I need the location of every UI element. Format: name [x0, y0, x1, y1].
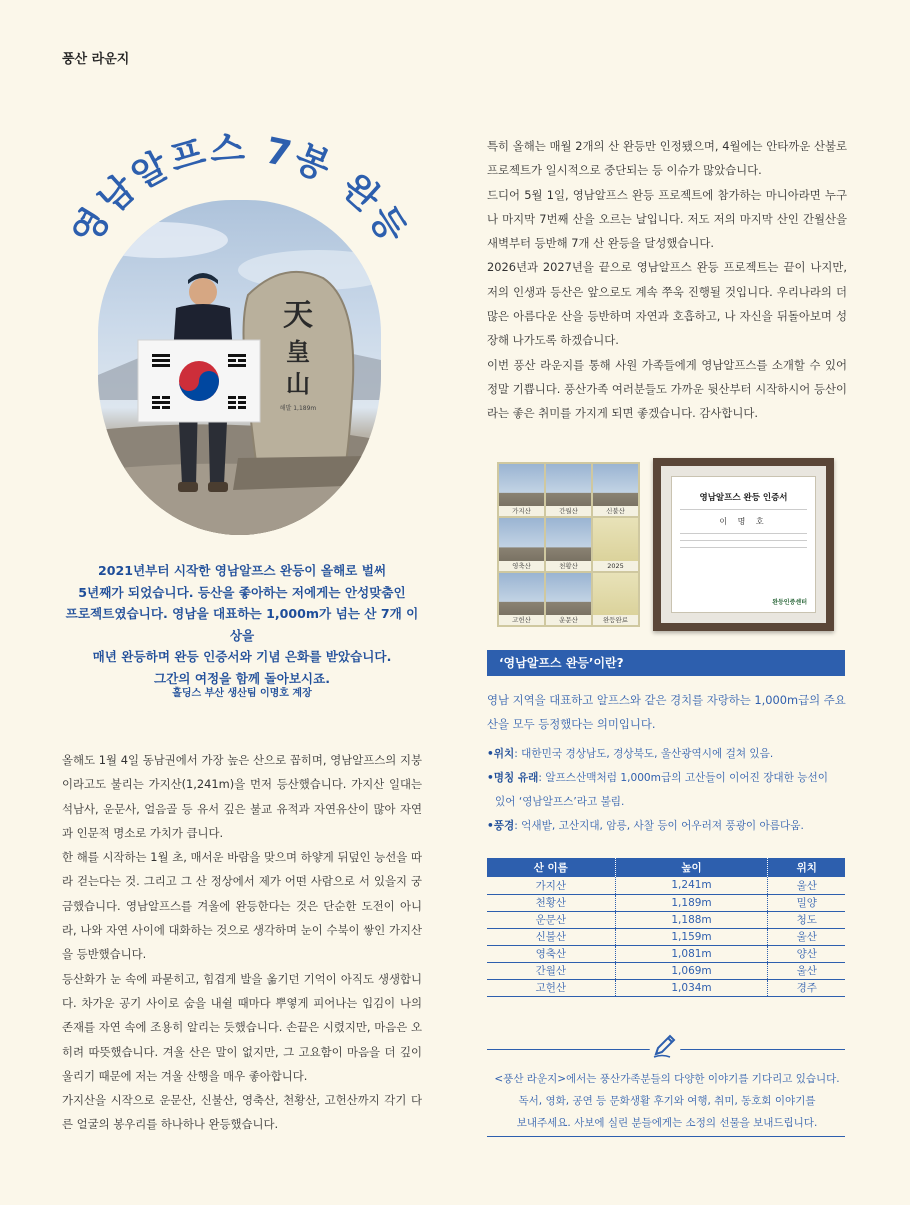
info-box-heading: ‘영남알프스 완등’이란?	[487, 650, 845, 676]
certificate-title: 영남알프스 완등 인증서	[699, 493, 788, 503]
table-row: 가지산 1,241m 울산	[487, 877, 845, 894]
grid-photo: 가지산	[499, 464, 544, 516]
bullet-location: •위치: 대한민국 경상남도, 경상북도, 울산광역시에 걸쳐 있음.	[487, 748, 774, 760]
svg-text:山: 山	[286, 369, 310, 398]
mascot-image: 2025	[593, 518, 638, 570]
svg-text:皇: 皇	[286, 337, 310, 366]
paragraph: 가지산을 시작으로 운문산, 신불산, 영축산, 천황산, 고헌산까지 각기 다른 얼굴의 봉우리를 하나하나 완등했습니다.	[62, 1093, 422, 1132]
table-row: 천황산 1,189m 밀양	[487, 894, 845, 911]
author-byline: 홀딩스 부산 생산팀 이명호 계장	[172, 688, 312, 699]
table-row: 고헌산 1,034m 경주	[487, 979, 845, 996]
paragraph: 한 해를 시작하는 1월 초, 매서운 바람을 맞으며 하얗게 뒤덮인 능선을 따라 걷는다는 것. 그리고 그 산 정상에서 제가 어떤 사람으로 서 있을지 궁금했습니다. 영남알프스를 겨울에 완등한다는 것은 단순한 도전이 아니라, 나와 자연 사이에 대화하는 것으로 생각하며 눈이 수북이 쌓인 가지산을 등반했습니다.	[62, 850, 422, 962]
summit-photo	[98, 200, 381, 535]
paragraph: 드디어 5월 1일, 영남알프스 완등 프로젝트에 참가하는 마니아라면 누구나 마지막 7번째 산을 오르는 날입니다. 저도 저의 마지막 산인 간월산을 새벽부터 등반해 7개 산 완등을 달성했습니다.	[487, 187, 847, 251]
info-box-description: 영남 지역을 대표하고 알프스와 같은 경치를 자랑하는 1,000m급의 주요 산을 모두 등정했다는 의미입니다.	[487, 693, 846, 731]
column-header: 산 이름	[487, 858, 615, 877]
certificate-frame	[653, 458, 834, 631]
pen-icon	[648, 1028, 682, 1062]
divider	[487, 1136, 845, 1137]
table-row: 신불산 1,159m 울산	[487, 928, 845, 945]
korean-flag	[138, 340, 260, 422]
grid-photo: 운문산	[546, 573, 591, 625]
grid-photo: 신불산	[593, 464, 638, 516]
certificate-signature: 완등인증센터	[772, 599, 807, 606]
grid-photo: 영축산	[499, 518, 544, 570]
rock-inscription-1: 天	[283, 298, 313, 333]
section-label: 풍산 라운지	[62, 52, 130, 67]
summit-photo-grid	[497, 462, 640, 627]
grid-photo: 천황산	[546, 518, 591, 570]
mascot-image: 완등완료	[593, 573, 638, 625]
article-body-right	[487, 134, 847, 426]
table-row: 간월산 1,069m 울산	[487, 962, 845, 979]
mountain-table	[487, 858, 845, 997]
paragraph: 이번 풍산 라운지를 통해 사원 가족들에게 영남알프스를 소개할 수 있어 정말 기쁩니다. 풍산가족 여러분들도 가까운 뒷산부터 시작하시어 등산이라는 좋은 취미를 가지게 되면 좋겠습니다. 감사합니다.	[487, 357, 847, 421]
table-row: 영축산 1,081m 양산	[487, 945, 845, 962]
paragraph: 등산화가 눈 속에 파묻히고, 힘겹게 발을 옮기던 기억이 아직도 생생합니다. 차가운 공기 사이로 숨을 내쉴 때마다 뿌옇게 피어나는 입김이 나의 존재를 자연 속에 조용히 알리는 듯했습니다. 손끝은 시렸지만, 마음은 오히려 따뜻했습니다. 겨울 산은 말이 없지만, 그 고요함이 마음을 더 깊이 울리기 때문에 저는 겨울 산행을 매우 좋아합니다.	[62, 971, 422, 1083]
submission-notice: <풍산 라운지>에서는 풍산가족분들의 다양한 이야기를 기다리고 있습니다. 독서, 영화, 공연 등 문화생활 후기와 여행, 취미, 동호회 이야기를 보내주세요. 사보에 실린 분들에게는 소정의 선물을 보내드립니다.	[494, 1073, 840, 1129]
bullet-name-origin-cont: 있어 ‘영남알프스’라고 불림.	[495, 796, 625, 808]
svg-text:해발 1,189m: 해발 1,189m	[279, 405, 317, 412]
paragraph: 올해도 1월 4일 동남권에서 가장 높은 산으로 꼽히며, 영남알프스의 지붕이라고도 불리는 가지산(1,241m)을 먼저 등산했습니다. 가지산 일대는 석남사, 운문사, 얼음골 등 유서 깊은 불교 유적과 자연유산이 많아 자연과 인문적 명소로 가치가 큽니다.	[62, 753, 422, 840]
paragraph: 특히 올해는 매월 2개의 산 완등만 인정됐으며, 4월에는 안타까운 산불로 프로젝트가 일시적으로 중단되는 등 이슈가 많았습니다.	[487, 139, 847, 178]
grid-photo: 고헌산	[499, 573, 544, 625]
column-header: 위치	[768, 858, 845, 877]
svg-text:영남알프스 7봉 완등: 영남알프스 7봉 완등	[64, 128, 416, 253]
info-bullets	[487, 742, 857, 838]
table-row: 운문산 1,188m 청도	[487, 911, 845, 928]
bullet-scenery: •풍경: 억새밭, 고산지대, 암릉, 사찰 등이 어우러져 풍광이 아름다움.	[487, 820, 804, 832]
certificate-name: 이 명 호	[719, 517, 768, 526]
column-header: 높이	[615, 858, 768, 877]
paragraph: 2026년과 2027년을 끝으로 영남알프스 완등 프로젝트는 끝이 나지만, 저의 인생과 등산은 앞으로도 계속 쭈욱 진행될 것입니다. 우리나라의 더 많은 아름다운 산을 등반하며 자연과 호흡하고, 나 자신을 뒤돌아보며 성장해 나가도록 하겠습니다.	[487, 260, 847, 348]
bullet-name-origin: •명칭 유래: 알프스산맥처럼 1,000m급의 고산들이 이어진 장대한 능선이	[487, 772, 828, 784]
grid-photo: 간월산	[546, 464, 591, 516]
article-body-left	[62, 748, 422, 1137]
intro-text: 2021년부터 시작한 영남알프스 완등이 올해로 벌써 5년째가 되었습니다. 등산을 좋아하는 저에게는 안성맞춤인 프로젝트였습니다. 영남을 대표하는 1,000m가 넘는 산 7개 이상을 매년 완등하며 완등 인증서와 기념 은화를 받았습니다. 그간의 여정을 함께 돌아보시죠.	[65, 563, 419, 686]
